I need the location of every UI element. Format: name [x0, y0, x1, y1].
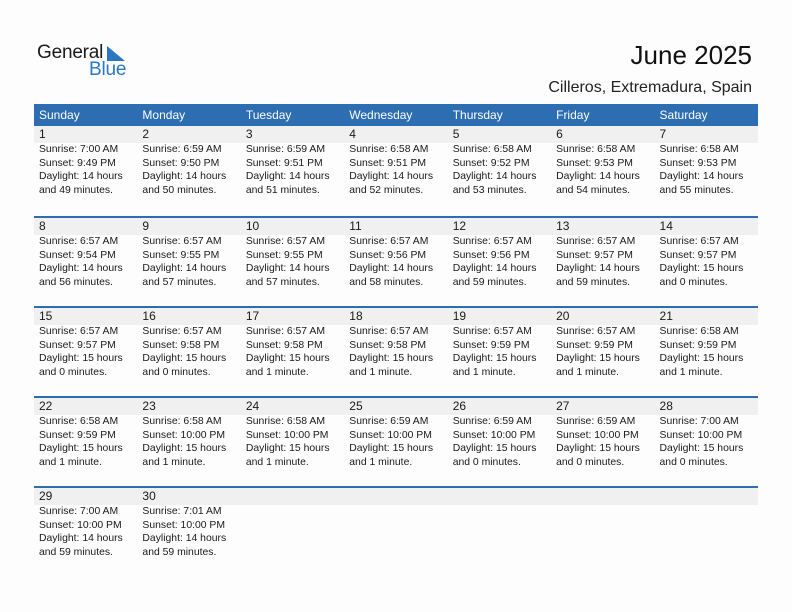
daylight-minutes: and 1 minute.: [349, 456, 413, 468]
daylight-minutes: and 49 minutes.: [39, 184, 113, 196]
sunrise-time: Sunrise: 6:58 AM: [349, 144, 429, 155]
day-cell: [241, 126, 344, 197]
sunrise-time: Sunrise: 6:58 AM: [452, 144, 532, 155]
day-cell: [551, 218, 654, 289]
day-number: 12: [452, 219, 467, 233]
daylight-minutes: and 1 minute.: [39, 456, 102, 468]
sunrise-time: Sunrise: 6:58 AM: [659, 326, 739, 337]
daylight-hours: Daylight: 14 hours: [452, 263, 537, 275]
logo-word-blue: Blue: [89, 59, 127, 80]
week-days: [34, 488, 758, 559]
day-number: 30: [142, 489, 156, 503]
generalblue-logo: [37, 42, 137, 82]
day-cell: [241, 218, 344, 289]
day-cell: [241, 488, 344, 559]
sunrise-time: Sunrise: 6:57 AM: [349, 326, 429, 337]
daylight-hours: Daylight: 14 hours: [556, 171, 640, 183]
daylight-hours: Daylight: 14 hours: [142, 533, 227, 545]
sunrise-time: Sunrise: 7:00 AM: [39, 506, 119, 517]
daylight-hours: Daylight: 15 hours: [349, 353, 434, 365]
sunrise-time: Sunrise: 6:58 AM: [659, 144, 739, 155]
weekday-wednesday: Wednesday: [349, 108, 413, 122]
daylight-minutes: and 59 minutes.: [39, 546, 113, 558]
day-cell: [551, 398, 654, 469]
day-cell: [551, 308, 654, 379]
week-days: [34, 308, 758, 379]
daylight-minutes: and 1 minute.: [349, 366, 413, 378]
sunset-time: Sunset: 9:55 PM: [245, 249, 323, 261]
day-number: 6: [556, 127, 563, 141]
week-days: [34, 398, 758, 469]
sunset-time: Sunset: 9:59 PM: [39, 429, 116, 441]
day-cell: [448, 398, 551, 469]
daylight-hours: Daylight: 15 hours: [142, 443, 227, 455]
day-number: [349, 488, 447, 505]
day-cell: [137, 308, 240, 379]
daylight-minutes: and 0 minutes.: [142, 366, 211, 378]
day-cell: [344, 398, 447, 469]
sunrise-time: Sunrise: 6:59 AM: [556, 416, 636, 427]
daylight-minutes: and 57 minutes.: [245, 276, 320, 288]
daylight-minutes: and 57 minutes.: [142, 276, 217, 288]
day-number: 23: [142, 399, 156, 413]
sunrise-time: Sunrise: 6:57 AM: [659, 236, 739, 247]
day-cell: [655, 126, 758, 197]
sunset-time: Sunset: 9:51 PM: [349, 157, 427, 169]
day-cell: [448, 488, 551, 559]
daylight-hours: Daylight: 15 hours: [659, 353, 744, 365]
sunrise-time: Sunrise: 6:59 AM: [245, 144, 325, 155]
daylight-hours: Daylight: 14 hours: [142, 171, 227, 183]
day-number: 21: [659, 309, 673, 323]
day-cell: [241, 308, 344, 379]
day-number: 25: [349, 399, 363, 413]
daylight-minutes: and 1 minute.: [659, 366, 723, 378]
sunrise-time: Sunrise: 6:59 AM: [142, 144, 222, 155]
sunrise-time: Sunrise: 6:58 AM: [556, 144, 636, 155]
sunset-time: Sunset: 9:58 PM: [349, 339, 427, 351]
day-cell: [551, 126, 654, 197]
sunrise-time: Sunrise: 6:57 AM: [39, 326, 119, 337]
day-cell: [655, 308, 758, 379]
sunrise-time: Sunrise: 6:57 AM: [245, 236, 325, 247]
day-number: 26: [452, 399, 467, 413]
day-number: 4: [349, 127, 356, 141]
weekday-header: [34, 104, 758, 126]
daylight-hours: Daylight: 15 hours: [659, 263, 744, 275]
daylight-hours: Daylight: 15 hours: [39, 353, 123, 365]
week-row: [34, 306, 758, 396]
sunset-time: Sunset: 10:00 PM: [349, 429, 432, 441]
sunset-time: Sunset: 9:50 PM: [142, 157, 220, 169]
sunset-time: Sunset: 10:00 PM: [556, 429, 639, 441]
week-row: [34, 486, 758, 576]
sunset-time: Sunset: 10:00 PM: [142, 519, 226, 531]
day-number: 7: [659, 127, 667, 141]
daylight-minutes: and 53 minutes.: [452, 184, 527, 196]
sunset-time: Sunset: 9:59 PM: [556, 339, 633, 351]
sunrise-time: Sunrise: 6:57 AM: [452, 236, 532, 247]
weekday-sunday: Sunday: [39, 108, 80, 122]
daylight-hours: Daylight: 14 hours: [245, 171, 330, 183]
sunset-time: Sunset: 9:51 PM: [245, 157, 323, 169]
daylight-minutes: and 1 minute.: [245, 456, 309, 468]
daylight-hours: Daylight: 15 hours: [349, 443, 434, 455]
weeks-container: [34, 126, 758, 576]
day-cell: [551, 488, 654, 559]
calendar-title: June 2025: [630, 40, 752, 70]
day-number: 16: [142, 309, 156, 323]
day-number: [246, 488, 344, 505]
day-number: 3: [245, 127, 253, 141]
day-cell: [448, 308, 551, 379]
day-number: 11: [349, 219, 362, 233]
daylight-hours: Daylight: 14 hours: [245, 263, 330, 275]
daylight-minutes: and 59 minutes.: [556, 276, 631, 288]
daylight-minutes: and 1 minute.: [142, 456, 206, 468]
daylight-hours: Daylight: 14 hours: [39, 171, 123, 183]
sunset-time: Sunset: 9:59 PM: [452, 339, 530, 351]
sunset-time: Sunset: 9:56 PM: [349, 249, 427, 261]
sunset-time: Sunset: 10:00 PM: [452, 429, 536, 441]
sunrise-time: Sunrise: 7:01 AM: [142, 506, 222, 517]
sunset-time: Sunset: 9:53 PM: [556, 157, 633, 169]
sunset-time: Sunset: 9:53 PM: [659, 157, 737, 169]
sunrise-time: Sunrise: 6:57 AM: [556, 326, 636, 337]
day-cell: [655, 218, 758, 289]
calendar-location: Cilleros, Extremadura, Spain: [548, 79, 752, 96]
day-cell: [34, 126, 137, 197]
daylight-hours: Daylight: 15 hours: [39, 443, 123, 455]
weekday-friday: Friday: [556, 108, 590, 122]
daylight-hours: Daylight: 15 hours: [659, 443, 744, 455]
week-row: [34, 396, 758, 486]
daylight-minutes: and 1 minute.: [245, 366, 309, 378]
daylight-minutes: and 54 minutes.: [556, 184, 631, 196]
daylight-minutes: and 0 minutes.: [556, 456, 625, 468]
day-cell: [448, 218, 551, 289]
day-cell: [655, 398, 758, 469]
day-cell: [344, 218, 447, 289]
daylight-minutes: and 0 minutes.: [659, 276, 728, 288]
daylight-minutes: and 59 minutes.: [142, 546, 217, 558]
day-cell: [448, 126, 551, 197]
sunset-time: Sunset: 10:00 PM: [245, 429, 329, 441]
sunset-time: Sunset: 9:49 PM: [39, 157, 116, 169]
day-cell: [34, 488, 137, 559]
daylight-minutes: and 0 minutes.: [659, 456, 728, 468]
day-number: 29: [39, 489, 53, 503]
day-number: 10: [245, 219, 260, 233]
day-cell: [344, 488, 447, 559]
sunset-time: Sunset: 9:59 PM: [659, 339, 737, 351]
weekday-tuesday: Tuesday: [245, 108, 292, 122]
calendar-grid: [34, 104, 758, 576]
day-number: 5: [452, 127, 460, 141]
day-cell: [34, 308, 137, 379]
sunset-time: Sunset: 10:00 PM: [659, 429, 743, 441]
weekday-monday: Monday: [142, 108, 186, 122]
sunrise-time: Sunrise: 6:57 AM: [245, 326, 325, 337]
sunrise-time: Sunrise: 6:59 AM: [452, 416, 532, 427]
daylight-hours: Daylight: 14 hours: [142, 263, 227, 275]
day-cell: [137, 488, 240, 559]
day-number: 22: [39, 399, 53, 413]
day-number: 8: [39, 219, 46, 233]
sunrise-time: Sunrise: 6:57 AM: [452, 326, 532, 337]
daylight-minutes: and 59 minutes.: [452, 276, 527, 288]
daylight-hours: Daylight: 14 hours: [39, 533, 123, 545]
daylight-minutes: and 51 minutes.: [245, 184, 320, 196]
sunrise-time: Sunrise: 6:58 AM: [39, 416, 119, 427]
daylight-minutes: and 56 minutes.: [39, 276, 113, 288]
sunset-time: Sunset: 9:58 PM: [245, 339, 323, 351]
sunset-time: Sunset: 9:54 PM: [39, 249, 116, 261]
daylight-hours: Daylight: 15 hours: [556, 353, 640, 365]
daylight-hours: Daylight: 15 hours: [556, 443, 640, 455]
day-number: 2: [142, 127, 150, 141]
day-number: 19: [452, 309, 467, 323]
daylight-minutes: and 1 minute.: [556, 366, 620, 378]
daylight-minutes: and 55 minutes.: [659, 184, 734, 196]
daylight-hours: Daylight: 14 hours: [659, 171, 744, 183]
day-cell: [344, 126, 447, 197]
day-cell: [34, 218, 137, 289]
sunrise-time: Sunrise: 6:57 AM: [39, 236, 119, 247]
sunrise-time: Sunrise: 7:00 AM: [659, 416, 739, 427]
day-number: 13: [556, 219, 570, 233]
day-number: 1: [39, 127, 46, 141]
day-number: 9: [142, 219, 150, 233]
daylight-hours: Daylight: 15 hours: [245, 353, 330, 365]
daylight-hours: Daylight: 14 hours: [349, 171, 434, 183]
daylight-minutes: and 58 minutes.: [349, 276, 424, 288]
daylight-hours: Daylight: 15 hours: [452, 353, 537, 365]
sunset-time: Sunset: 9:58 PM: [142, 339, 220, 351]
day-number: 24: [245, 399, 260, 413]
day-number: 15: [39, 309, 53, 323]
daylight-hours: Daylight: 15 hours: [452, 443, 537, 455]
daylight-hours: Daylight: 15 hours: [245, 443, 330, 455]
weekday-thursday: Thursday: [452, 108, 503, 122]
week-days: [34, 126, 758, 197]
sunset-time: Sunset: 9:55 PM: [142, 249, 220, 261]
sunrise-time: Sunrise: 6:57 AM: [142, 326, 222, 337]
weekday-saturday: Saturday: [659, 108, 708, 122]
daylight-hours: Daylight: 14 hours: [39, 263, 123, 275]
sunrise-time: Sunrise: 7:00 AM: [39, 144, 119, 155]
day-number: [453, 488, 551, 505]
week-days: [34, 218, 758, 289]
day-number: 27: [556, 399, 570, 413]
day-cell: [241, 398, 344, 469]
day-cell: [137, 398, 240, 469]
daylight-minutes: and 1 minute.: [452, 366, 516, 378]
week-row: [34, 126, 758, 216]
daylight-hours: Daylight: 14 hours: [349, 263, 434, 275]
sunset-time: Sunset: 9:57 PM: [39, 339, 116, 351]
daylight-hours: Daylight: 15 hours: [142, 353, 227, 365]
day-number: 17: [245, 309, 260, 323]
sunset-time: Sunset: 10:00 PM: [39, 519, 122, 531]
sunrise-time: Sunrise: 6:58 AM: [142, 416, 222, 427]
sunset-time: Sunset: 9:52 PM: [452, 157, 530, 169]
week-row: [34, 216, 758, 306]
sunrise-time: Sunrise: 6:59 AM: [349, 416, 429, 427]
day-number: [660, 488, 758, 505]
day-cell: [655, 488, 758, 559]
day-number: 14: [659, 219, 673, 233]
daylight-hours: Daylight: 14 hours: [452, 171, 537, 183]
daylight-hours: Daylight: 14 hours: [556, 263, 640, 275]
sunset-time: Sunset: 9:57 PM: [556, 249, 633, 261]
day-cell: [34, 398, 137, 469]
day-number: 20: [556, 309, 570, 323]
logo-word-general: General: [37, 42, 104, 63]
day-number: 28: [659, 399, 673, 413]
sunrise-time: Sunrise: 6:57 AM: [349, 236, 429, 247]
sunrise-time: Sunrise: 6:57 AM: [142, 236, 222, 247]
daylight-minutes: and 0 minutes.: [39, 366, 108, 378]
sunset-time: Sunset: 9:56 PM: [452, 249, 530, 261]
sunset-time: Sunset: 10:00 PM: [142, 429, 226, 441]
day-cell: [137, 218, 240, 289]
day-cell: [137, 126, 240, 197]
sunrise-time: Sunrise: 6:58 AM: [245, 416, 325, 427]
daylight-minutes: and 52 minutes.: [349, 184, 424, 196]
day-cell: [344, 308, 447, 379]
sunrise-time: Sunrise: 6:57 AM: [556, 236, 636, 247]
sunset-time: Sunset: 9:57 PM: [659, 249, 737, 261]
daylight-minutes: and 0 minutes.: [452, 456, 521, 468]
daylight-minutes: and 50 minutes.: [142, 184, 217, 196]
day-number: 18: [349, 309, 363, 323]
day-number: [556, 488, 654, 505]
